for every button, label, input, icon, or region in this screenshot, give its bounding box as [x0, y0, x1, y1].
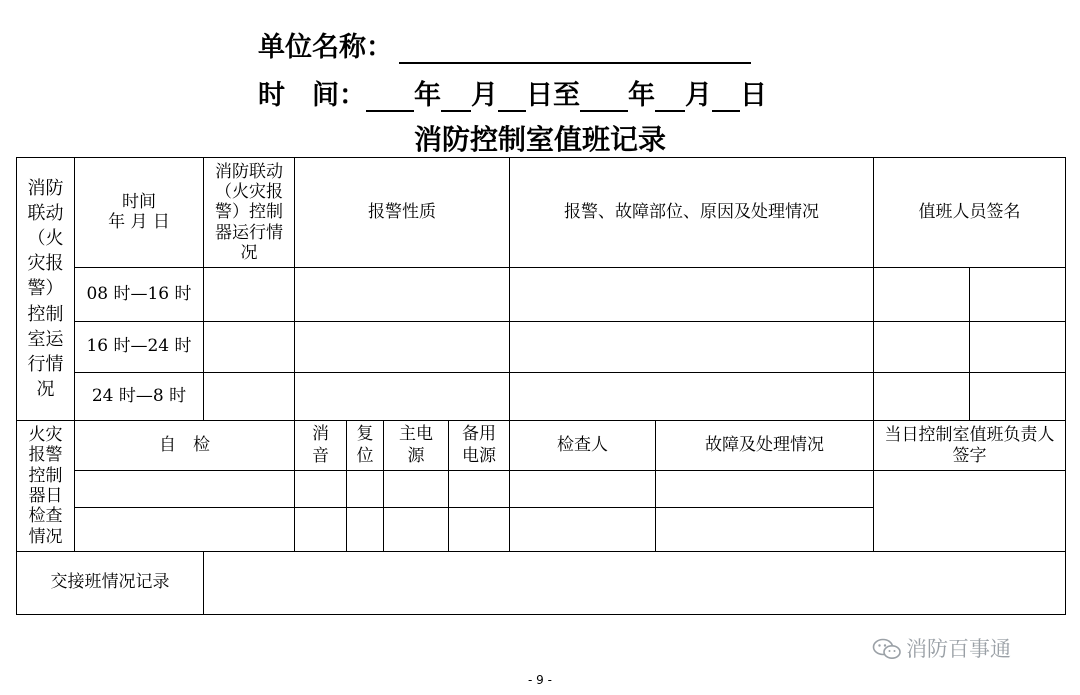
main-power-cell[interactable]: [384, 471, 449, 508]
col-main-power-header: [384, 421, 449, 471]
reset-cell[interactable]: [347, 508, 384, 552]
start-year-blank[interactable]: [366, 82, 414, 112]
end-year-blank[interactable]: [580, 82, 628, 112]
form-title: 消防控制室值班记录: [413, 123, 666, 156]
fault-cell[interactable]: [656, 471, 874, 508]
page-number: - 9 -: [528, 673, 552, 687]
watermark-text: 消防百事通: [906, 637, 1011, 661]
main-power-cell[interactable]: [384, 508, 449, 552]
signature-cell[interactable]: [874, 322, 970, 373]
col-backup-power-text: 备用电源: [462, 424, 496, 466]
section2-side-label: [17, 421, 75, 552]
shift-label: 08 时—16 时: [75, 268, 204, 322]
col-main-power-text: 主电源: [399, 424, 433, 466]
alarm-nature-cell[interactable]: [295, 322, 510, 373]
col-signature-header: 值班人员签名: [874, 158, 1066, 268]
col-inspector-header: 检查人: [510, 421, 656, 471]
end-year-unit: 年: [628, 80, 655, 111]
col-alarm-nature-header: 报警性质: [295, 158, 510, 268]
section2-side-label-text: 火灾报警控制器日检查情况: [28, 424, 63, 547]
time-label: 时 间：: [258, 80, 366, 111]
start-day-blank[interactable]: [498, 82, 526, 112]
signature-cell[interactable]: [970, 268, 1066, 322]
status-cell[interactable]: [204, 322, 295, 373]
to-label: 至: [553, 80, 580, 111]
start-year-unit: 年: [414, 80, 441, 111]
reset-cell[interactable]: [347, 471, 384, 508]
status-cell[interactable]: [204, 373, 295, 421]
inspector-cell[interactable]: [510, 508, 656, 552]
selfcheck-cell[interactable]: [75, 471, 295, 508]
mute-cell[interactable]: [295, 471, 347, 508]
handover-label: 交接班情况记录: [17, 552, 204, 615]
unit-name-label: 单位名称：: [258, 32, 393, 63]
fault-cell[interactable]: [656, 508, 874, 552]
col-reset-text: 复位: [356, 424, 374, 466]
col-mute-header: [295, 421, 347, 471]
shift-label: 24 时—8 时: [75, 373, 204, 421]
signature-cell[interactable]: [970, 373, 1066, 421]
handover-cell[interactable]: [204, 552, 1066, 615]
watermark: [872, 633, 1011, 663]
status-cell[interactable]: [204, 268, 295, 322]
col-controller-status-header: [204, 158, 295, 268]
signature-cell[interactable]: [970, 322, 1066, 373]
col-mute-text: 消音: [312, 424, 329, 466]
backup-power-cell[interactable]: [449, 471, 510, 508]
selfcheck-cell[interactable]: [75, 508, 295, 552]
leader-sign-cell[interactable]: [874, 471, 1066, 552]
duty-record-table: [16, 157, 1066, 615]
section1-side-label: [17, 158, 75, 421]
col-controller-status-text: 消防联动（火灾报警）控制器运行情况: [215, 161, 283, 264]
unit-name-row: [258, 25, 751, 64]
time-range-row: [258, 73, 767, 112]
end-day-unit: 日: [740, 80, 767, 111]
col-time-text: 时间 年 月 日: [108, 191, 170, 232]
col-selfcheck-header: 自 检: [75, 421, 295, 471]
alarm-detail-cell[interactable]: [510, 373, 874, 421]
alarm-nature-cell[interactable]: [295, 373, 510, 421]
start-month-unit: 月: [471, 80, 498, 111]
start-month-blank[interactable]: [441, 82, 471, 112]
shift-label: 16 时—24 时: [75, 322, 204, 373]
inspector-cell[interactable]: [510, 471, 656, 508]
wechat-icon: [872, 638, 902, 660]
signature-cell[interactable]: [874, 373, 970, 421]
end-month-blank[interactable]: [655, 82, 685, 112]
col-time-header: [75, 158, 204, 268]
backup-power-cell[interactable]: [449, 508, 510, 552]
col-reset-header: [347, 421, 384, 471]
start-day-unit: 日: [526, 80, 553, 111]
col-fault-header: 故障及处理情况: [656, 421, 874, 471]
col-backup-power-header: [449, 421, 510, 471]
section1-side-label-text: 消防联动（火灾报警）控制室运行情况: [27, 177, 64, 401]
end-day-blank[interactable]: [712, 82, 740, 112]
alarm-nature-cell[interactable]: [295, 268, 510, 322]
unit-name-blank[interactable]: [399, 34, 751, 64]
alarm-detail-cell[interactable]: [510, 322, 874, 373]
alarm-detail-cell[interactable]: [510, 268, 874, 322]
col-leader-sign-text: 当日控制室值班负责人签字: [884, 425, 1055, 466]
end-month-unit: 月: [685, 80, 712, 111]
mute-cell[interactable]: [295, 508, 347, 552]
col-alarm-detail-header: 报警、故障部位、原因及处理情况: [510, 158, 874, 268]
signature-cell[interactable]: [874, 268, 970, 322]
col-leader-sign-header: [874, 421, 1066, 471]
